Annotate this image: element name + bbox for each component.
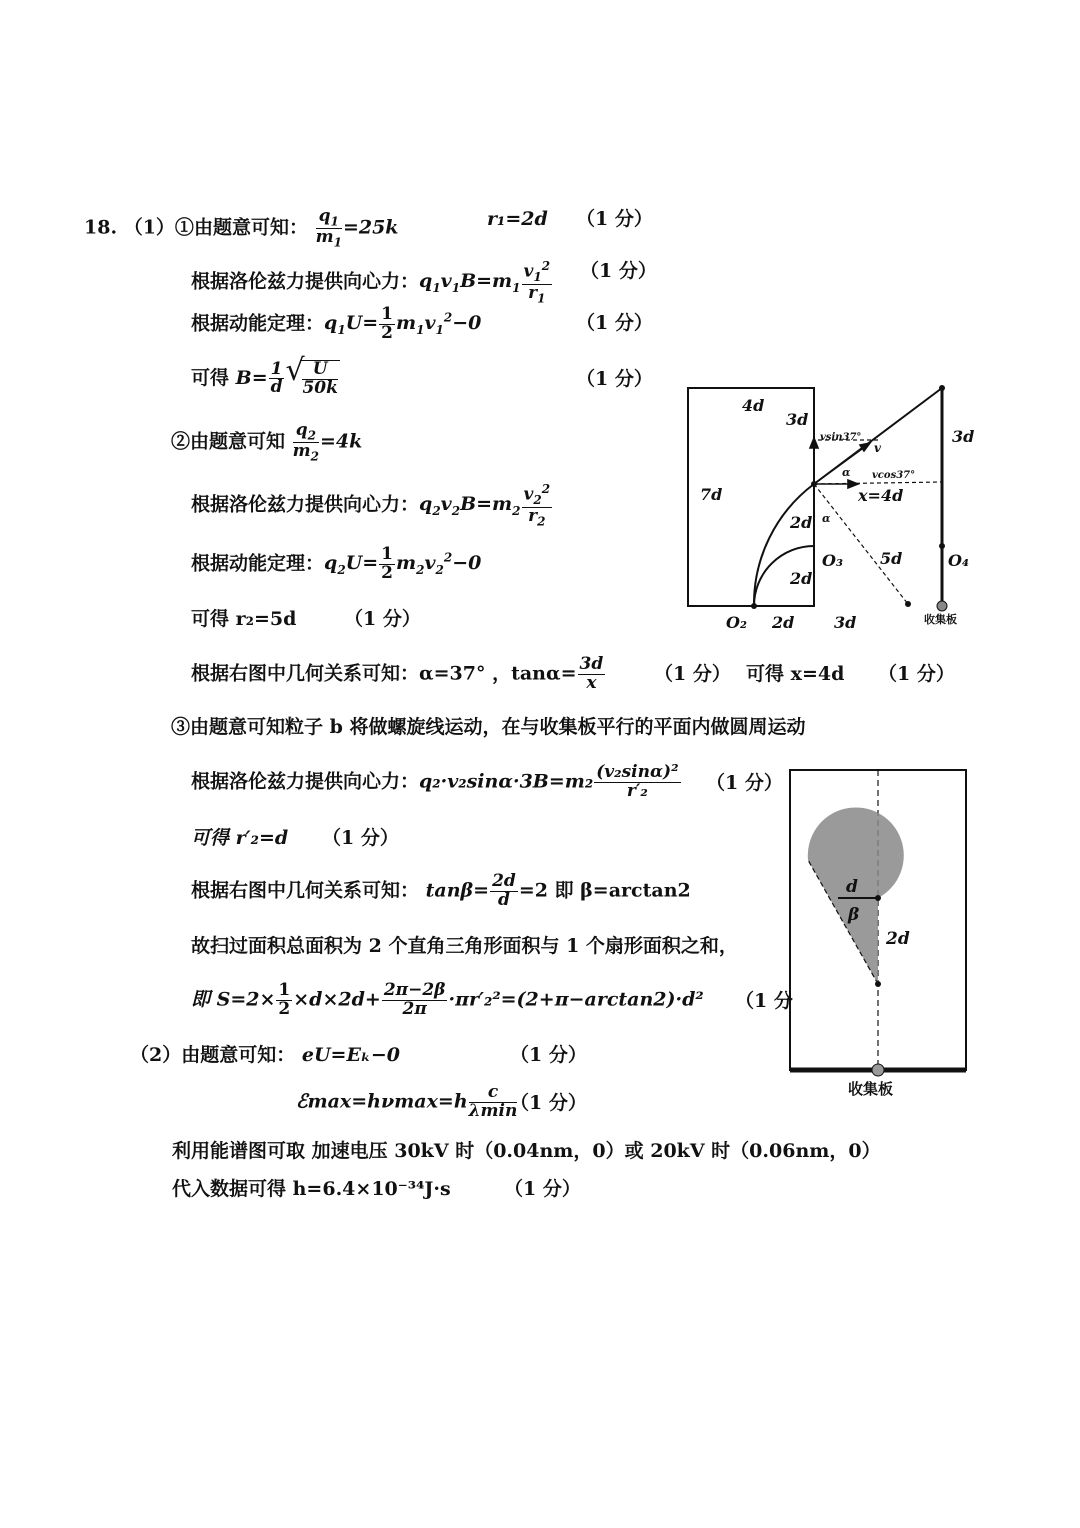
fig1-label: vsin37° bbox=[820, 432, 862, 443]
line-5: ②由题意可知 $\frac{q_2}{m_2}$ =4k bbox=[171, 420, 363, 464]
question-number: 18. bbox=[84, 216, 118, 239]
fig1-label: 3d bbox=[786, 410, 809, 429]
line-6: 根据洛伦兹力提供向心力：$q_2v_2B=m_2$ $\frac{v_2^2}{r_2}$ bbox=[191, 482, 551, 529]
score-9b: （1 分） bbox=[878, 663, 955, 685]
fig2-label: β bbox=[848, 905, 860, 925]
fig1-label: x=4d bbox=[858, 486, 904, 505]
line-16: （2）由题意可知： eU=Eₖ−0 bbox=[130, 1044, 401, 1066]
line-12: 可得 r′₂=d bbox=[191, 827, 289, 849]
line-8: 可得 r₂=5d bbox=[191, 608, 297, 630]
fig1-label: v bbox=[874, 441, 881, 455]
score-11: （1 分） bbox=[706, 772, 783, 794]
line-15: 即 S=2× $\frac{1}{2}$ ×d×2d+ $\frac{2\pi-2\beta}{2\pi}$ ·πr′₂²=(2+π−arctan2)·d² bbox=[191, 980, 704, 1019]
score-4: （1 分） bbox=[576, 368, 653, 390]
fig1-label: O₂ bbox=[726, 613, 747, 632]
fig2-label: d bbox=[846, 877, 858, 897]
line-2: 根据洛伦兹力提供向心力：$q_1v_1B=m_1$ $\frac{v_1^2}{r_1}$ bbox=[191, 259, 551, 306]
fig1-label: 3d bbox=[834, 613, 857, 632]
score-9a: （1 分） bbox=[654, 663, 731, 685]
fig1-label: 2d bbox=[772, 613, 795, 632]
score-15: （1 分 bbox=[735, 990, 793, 1012]
fig1-label: 收集板 bbox=[924, 613, 957, 626]
figure-spiral bbox=[784, 764, 974, 1104]
line-17: ℰmax=hνmax=h $\frac{c}{\lambda\min}$ bbox=[296, 1082, 518, 1121]
line-1: 18. （1）①由题意可知： $\frac{q_1}{m_1}$ =25k bbox=[84, 206, 399, 250]
score-1: （1 分） bbox=[576, 208, 653, 230]
line-14: 故扫过面积总面积为 2 个直角三角形面积与 1 个扇形面积之和， bbox=[191, 935, 738, 957]
score-2: （1 分） bbox=[580, 260, 657, 282]
fig1-label: 2d bbox=[790, 513, 813, 532]
line-19: 代入数据可得 h=6.4×10⁻³⁴J·s bbox=[172, 1178, 451, 1200]
fig2-label: 收集板 bbox=[848, 1080, 894, 1098]
line-10: ③由题意可知粒子 b 将做螺旋线运动，在与收集板平行的平面内做圆周运动 bbox=[171, 716, 806, 738]
fig2-label: 2d bbox=[886, 929, 910, 949]
q1-over-m1: $\frac{q_1}{m_1}$ bbox=[315, 206, 342, 250]
line-18: 利用能谱图可取 加速电压 30kV 时（0.04nm，0）或 20kV 时（0.06nm，0） bbox=[172, 1140, 881, 1162]
fig1-label: 2d bbox=[790, 569, 813, 588]
x-result: 可得 x=4d bbox=[746, 663, 845, 685]
fig1-label: α bbox=[842, 466, 851, 479]
line-3: 根据动能定理：$q_1U=$ $\frac{1}{2}$ $m_1v_1^2-0$ bbox=[191, 304, 482, 343]
fig1-label: O₃ bbox=[822, 551, 843, 570]
line-9: 根据右图中几何关系可知：α=37° ，tanα= $\frac{3d}{x}$ bbox=[191, 654, 604, 693]
line-4: 可得 B= $\frac{1}{d}$ √ $\frac{U}{50k}$ bbox=[191, 353, 338, 398]
score-3: （1 分） bbox=[576, 312, 653, 334]
fig1-label: 4d bbox=[742, 396, 765, 415]
line-11: 根据洛伦兹力提供向心力：q₂·v₂sinα·3B=m₂ $\frac{\text{(v₂sinα)²}}{\text{r′₂}}$ bbox=[191, 762, 679, 801]
score-17: （1 分） bbox=[510, 1092, 587, 1114]
fig1-label: O₄ bbox=[948, 551, 969, 570]
score-12: （1 分） bbox=[322, 827, 399, 849]
score-16: （1 分） bbox=[510, 1044, 587, 1066]
fig1-label: 7d bbox=[700, 485, 723, 504]
fig1-label: 3d bbox=[952, 427, 975, 446]
line-7: 根据动能定理：$q_2U=$ $\frac{1}{2}$ $m_2v_2^2-0$ bbox=[191, 544, 482, 583]
score-8: （1 分） bbox=[344, 608, 421, 630]
fig1-label: vcos37° bbox=[872, 470, 916, 481]
score-19: （1 分） bbox=[504, 1178, 581, 1200]
fig1-label: 5d bbox=[880, 549, 903, 568]
line-13: 根据右图中几何关系可知： tanβ= $\frac{2d}{d}$ =2 即 β=arctan2 bbox=[191, 871, 691, 910]
r1-value: r₁=2d bbox=[487, 208, 548, 230]
figure-trajectory bbox=[680, 378, 1000, 638]
fig1-label: α bbox=[822, 512, 831, 525]
